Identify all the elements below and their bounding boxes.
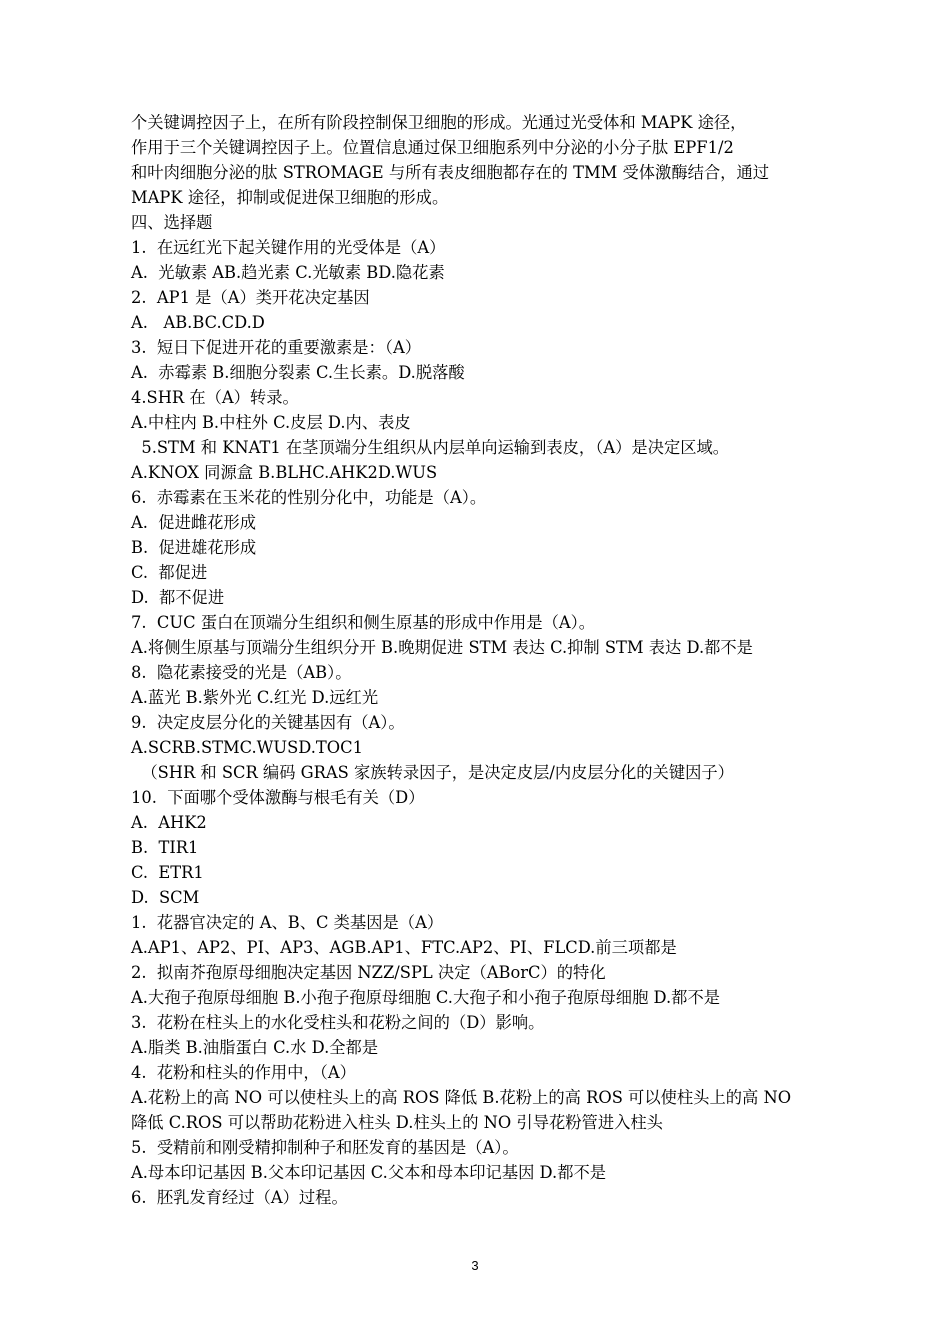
text-line: 2. 拟南芥孢原母细胞决定基因 NZZ/SPL 决定（ABorC）的特化	[131, 963, 606, 982]
text-line: C. ETR1	[131, 863, 204, 882]
text-line: D. 都不促进	[131, 588, 225, 607]
text-line: B. TIR1	[131, 838, 199, 857]
text-line: 7. CUC 蛋白在顶端分生组织和侧生原基的形成中作用是（A）。	[131, 613, 596, 632]
text-line: 8. 隐花素接受的光是（AB）。	[131, 663, 352, 682]
text-line: A. 光敏素 AB.趋光素 C.光敏素 BD.隐花素	[131, 263, 445, 282]
text-line: A.将侧生原基与顶端分生组织分开 B.晚期促进 STM 表达 C.抑制 STM 表达 D.都不是	[131, 638, 753, 657]
text-line: A.脂类 B.油脂蛋白 C.水 D.全都是	[131, 1038, 379, 1057]
text-line: 6. 赤霉素在玉米花的性别分化中，功能是（A）。	[131, 488, 487, 507]
text-line: A.花粉上的高 NO 可以使柱头上的高 ROS 降低 B.花粉上的高 ROS 可以使柱头上的高 NO	[131, 1088, 792, 1107]
text-line: A. 促进雌花形成	[131, 513, 256, 532]
text-line: A.SCRB.STMC.WUSD.TOC1	[131, 738, 363, 757]
text-line: A.母本印记基因 B.父本印记基因 C.父本和母本印记基因 D.都不是	[131, 1163, 607, 1182]
text-line: A.蓝光 B.紫外光 C.红光 D.远红光	[131, 688, 379, 707]
text-line: 2. AP1 是（A）类开花决定基因	[131, 288, 370, 307]
text-line: 4. 花粉和柱头的作用中，（A）	[131, 1063, 356, 1082]
text-line: A. AB.BC.CD.D	[131, 313, 265, 332]
text-line: 和叶肉细胞分泌的肽 STROMAGE 与所有表皮细胞都存在的 TMM 受体激酶结合，通过	[131, 163, 770, 182]
text-line: 10. 下面哪个受体激酶与根毛有关（D）	[131, 788, 425, 807]
text-line: A. 赤霉素 B.细胞分裂素 C.生长素。D.脱落酸	[131, 363, 465, 382]
text-line: A.AP1、AP2、PI、AP3、AGB.AP1、FTC.AP2、PI、FLCD.前三项都是	[131, 938, 677, 957]
text-line: 个关键调控因子上，在所有阶段控制保卫细胞的形成。光通过光受体和 MAPK 途径，	[131, 113, 747, 132]
text-line: 降低 C.ROS 可以帮助花粉进入柱头 D.柱头上的 NO 引导花粉管进入柱头	[131, 1113, 663, 1132]
text-line: 四、选择题	[131, 213, 213, 232]
text-line: C. 都促进	[131, 563, 208, 582]
text-line: 9. 决定皮层分化的关键基因有（A）。	[131, 713, 405, 732]
text-line: A. AHK2	[131, 813, 207, 832]
text-line: D. SCM	[131, 888, 200, 907]
text-line: 5.STM 和 KNAT1 在茎顶端分生组织从内层单向运输到表皮，（A）是决定区域。	[131, 438, 730, 457]
page-number: 3	[471, 1258, 479, 1273]
text-line: A.中柱内 B.中柱外 C.皮层 D.内、表皮	[131, 413, 411, 432]
text-line: 4.SHR 在（A）转录。	[131, 388, 299, 407]
text-line: 3. 短日下促进开花的重要激素是：（A）	[131, 338, 421, 357]
text-line: 作用于三个关键调控因子上。位置信息通过保卫细胞系列中分泌的小分子肽 EPF1/2	[131, 138, 734, 157]
text-line: 1. 花器官决定的 A、B、C 类基因是（A）	[131, 913, 444, 932]
text-line: A.KNOX 同源盒 B.BLHC.AHK2D.WUS	[131, 463, 438, 482]
text-line: 6. 胚乳发育经过（A）过程。	[131, 1188, 348, 1207]
text-line: 1. 在远红光下起关键作用的光受体是（A）	[131, 238, 446, 257]
text-line: A.大孢子孢原母细胞 B.小孢子孢原母细胞 C.大孢子和小孢子孢原母细胞 D.都不是	[131, 988, 721, 1007]
text-line: B. 促进雄花形成	[131, 538, 257, 557]
text-line: 5. 受精前和刚受精抑制种子和胚发育的基因是（A）。	[131, 1138, 519, 1157]
text-line: MAPK 途径，抑制或促进保卫细胞的形成。	[131, 188, 449, 207]
text-line: （SHR 和 SCR 编码 GRAS 家族转录因子，是决定皮层/内皮层分化的关键因子）	[131, 763, 734, 782]
text-line: 3. 花粉在柱头上的水化受柱头和花粉之间的（D）影响。	[131, 1013, 545, 1032]
page-body-text	[131, 110, 843, 1210]
